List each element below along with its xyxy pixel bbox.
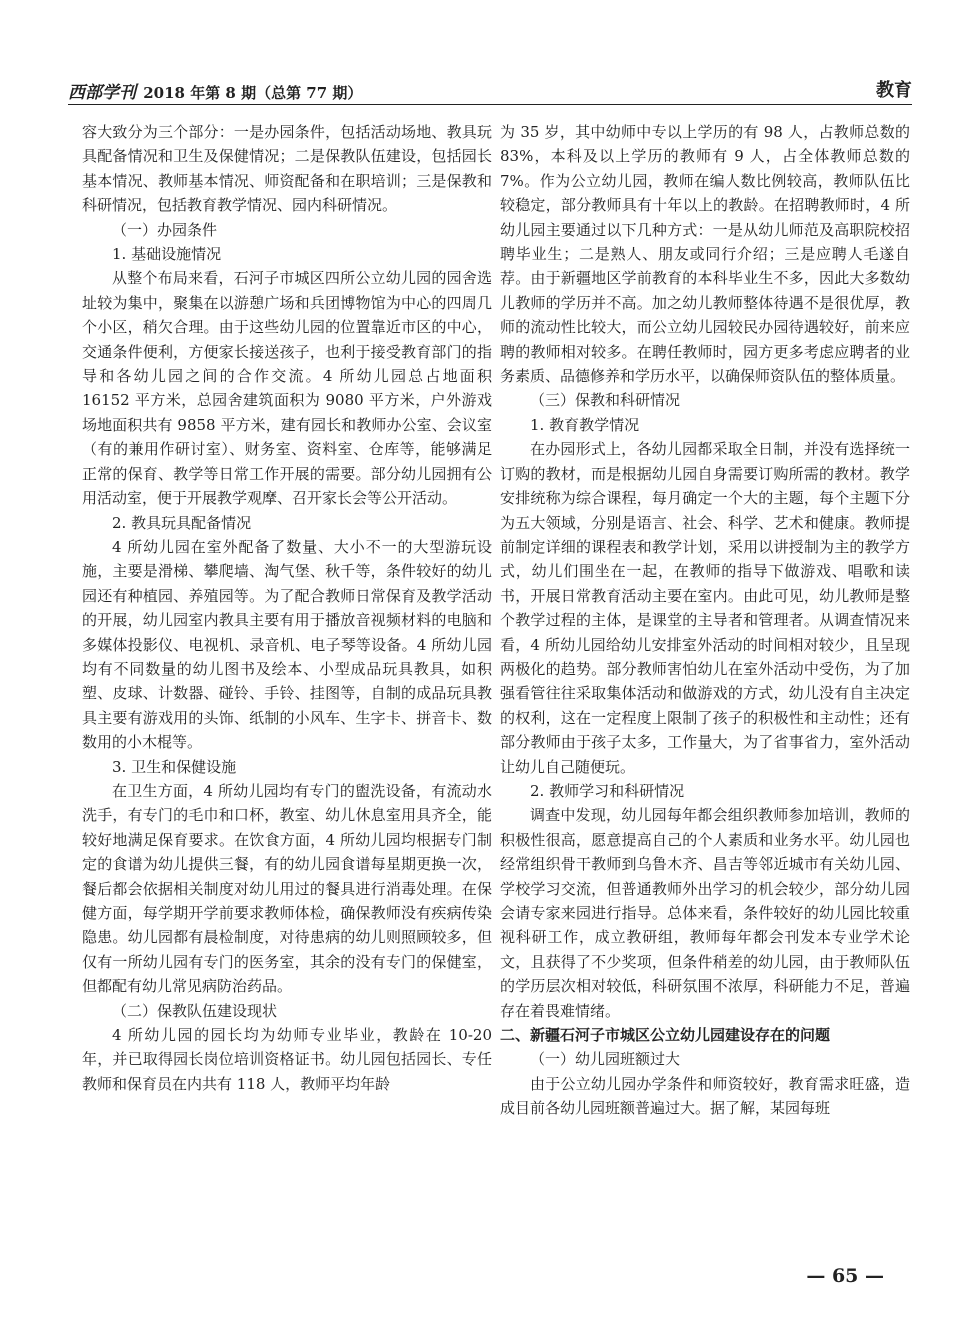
section-heading: 2. 教具玩具配备情况 [112, 513, 252, 532]
paragraph: 在卫生方面，4 所幼儿园均有专门的盥洗设备，有流动水洗手，有专门的毛巾和口杯，教室、幼儿休息室用具齐全，能较好地满足保育要求。在饮食方面，4 所幼儿园均根据专门制定的食谱为幼儿提供三餐，有的幼儿园食谱每星期更换一次，餐后都会依据相关制度对幼儿用过的餐具进行消毒处理。在保健方面，每学期开学前要求教师体检，确保教师没有疾病传染隐患。幼儿园都有晨检制度，对待患病的幼儿则照顾较多，但仅有一所幼儿园有专门的医务室，其余的没有专门的保健室，但都配有幼儿常见病防治药品。 [82, 781, 492, 996]
paragraph: 为 35 岁，其中幼师中专以上学历的有 98 人，占教师总数的 83%，本科及以上学历的教师有 9 人，占全体教师总数的 7%。作为公立幼儿园，教师在编人数比例较高，教师队伍比较稳定，部分教师具有十年以上的教龄。在招聘教师时，4 所幼儿园主要通过以下几种方式：一是从幼儿师范及高职院校招聘毕业生；二是熟人、朋友或同行介绍；三是应聘人毛遂自荐。由于新疆地区学前教育的本科毕业生不多，因此大多数幼儿教师的学历并不高。加之幼儿教师整体待遇不是很优厚，教师的流动性比较大，而公立幼儿园较民办园待遇较好，前来应聘的教师相对较多。在聘任教师时，园方更多考虑应聘者的业务素质、品德修养和学历水平，以确保师资队伍的整体质量。 [500, 123, 910, 386]
section-heading: 1. 教育教学情况 [530, 415, 640, 434]
journal-title [68, 78, 362, 103]
paragraph: 由于公立幼儿园办学条件和师资较好，教育需求旺盛，造成目前各幼儿园班额普遍过大。据了解，某园每班 [500, 1074, 910, 1118]
paragraph: 从整个布局来看，石河子市城区四所公立幼儿园的园舍选址较为集中，聚集在以游憩广场和兵团博物馆为中心的四周几个小区，稍欠合理。由于这些幼儿园的位置靠近市区的中心，交通条件便利，方便家长接送孩子，也利于接受教育部门的指导和各幼儿园之间的合作交流。4 所幼儿园总占地面积 16152 平方米，总园舍建筑面积为 9080 平方米，户外游戏场地面积共有 9858 平方米，建有园长和教师办公室、会议室（有的兼用作研讨室）、财务室、资料室、仓库等，能够满足正常的保育、教学等日常工作开展的需要。部分幼儿园拥有公用活动室，便于开展教学观摩、召开家长会等公开活动。 [82, 269, 492, 508]
section-heading: （二）保教队伍建设现状 [112, 1001, 278, 1020]
section-heading: 3. 卫生和保健设施 [112, 757, 237, 776]
page-number: — 65 — [806, 1265, 884, 1287]
paragraph: 4 所幼儿园在室外配备了数量、大小不一的大型游玩设施，主要是滑梯、攀爬墙、淘气堡、秋千等，条件较好的幼儿园还有种植园、养殖园等。为了配合教师日常保育及教学活动的开展，幼儿园室内教具主要有用于播放音视频材料的电脑和多媒体投影仪、电视机、录音机、电子琴等设备。4 所幼儿园均有不同数量的幼儿图书及绘本、小型成品玩具教具，如积塑、皮球、计数器、碰铃、手铃、挂图等，自制的成品玩具教具主要有游戏用的头饰、纸制的小风车、生字卡、拼音卡、数数用的小木棍等。 [82, 537, 492, 752]
paragraph: 容大致分为三个部分：一是办园条件，包括活动场地、教具玩具配备情况和卫生及保健情况；二是保教队伍建设，包括园长基本情况、教师基本情况、师资配备和在职培训；三是保教和科研情况，包括教育教学情况、园内科研情况。 [82, 123, 492, 215]
journal-logo: 西部学刊 [68, 83, 136, 103]
section-name: 教育 [876, 80, 912, 101]
section-heading: （一）幼儿园班额过大 [530, 1050, 681, 1069]
header-rule [68, 104, 912, 105]
left-column [82, 120, 492, 1096]
right-column [500, 120, 910, 1121]
page-header [68, 74, 912, 104]
paragraph: 4 所幼儿园的园长均为幼师专业毕业，教龄在 10-20 年，并已取得园长岗位培训资格证书。幼儿园包括园长、专任教师和保育员在内共有 118 人，教师平均年龄 [82, 1026, 492, 1093]
section-heading: 2. 教师学习和科研情况 [530, 781, 685, 800]
paragraph: 调查中发现，幼儿园每年都会组织教师参加培训，教师的积极性很高，愿意提高自己的个人素质和业务水平。幼儿园也经常组织骨干教师到乌鲁木齐、昌吉等邻近城市有关幼儿园、学校学习交流，但普通教师外出学习的机会较少，部分幼儿园会请专家来园进行指导。总体来看，条件较好的幼儿园比较重视科研工作，成立教研组，教师每年都会刊发本专业学术论文，且获得了不少奖项，但条件稍差的幼儿园，由于教师队伍的学历层次相对较低，科研氛围不浓厚，科研能力不足，普遍存在着畏难情绪。 [500, 806, 910, 1020]
section-heading: （一）办园条件 [112, 220, 218, 239]
journal-issue: 2018 年第 8 期（总第 77 期） [143, 84, 363, 102]
section-heading: 二、新疆石河子市城区公立幼儿园建设存在的问题 [500, 1026, 831, 1045]
section-heading: 1. 基础设施情况 [112, 245, 222, 264]
paragraph: 在办园形式上，各幼儿园都采取全日制，并没有选择统一订购的教材，而是根据幼儿园自身需要订购所需的教材。教学安排统称为综合课程，每月确定一个大的主题，每个主题下分为五大领域，分别是语言、社会、科学、艺术和健康。教师提前制定详细的课程表和教学计划，采用以讲授制为主的教学方式，幼儿们围坐在一起，在教师的指导下做游戏、唱歌和读书，开展日常教育活动主要在室内。由此可见，幼儿教师是整个教学过程的主体，是课堂的主导者和管理者。从调查情况来看，4 所幼儿园给幼儿安排室外活动的时间相对较少，且呈现两极化的趋势。部分教师害怕幼儿在室外活动中受伤，为了加强看管往往采取集体活动和做游戏的方式，幼儿没有自主决定的权利，这在一定程度上限制了孩子的积极性和主动性；还有部分教师由于孩子太多，工作量大，为了省事省力，室外活动让幼儿自己随便玩。 [500, 440, 910, 776]
section-heading: （三）保教和科研情况 [530, 391, 681, 410]
